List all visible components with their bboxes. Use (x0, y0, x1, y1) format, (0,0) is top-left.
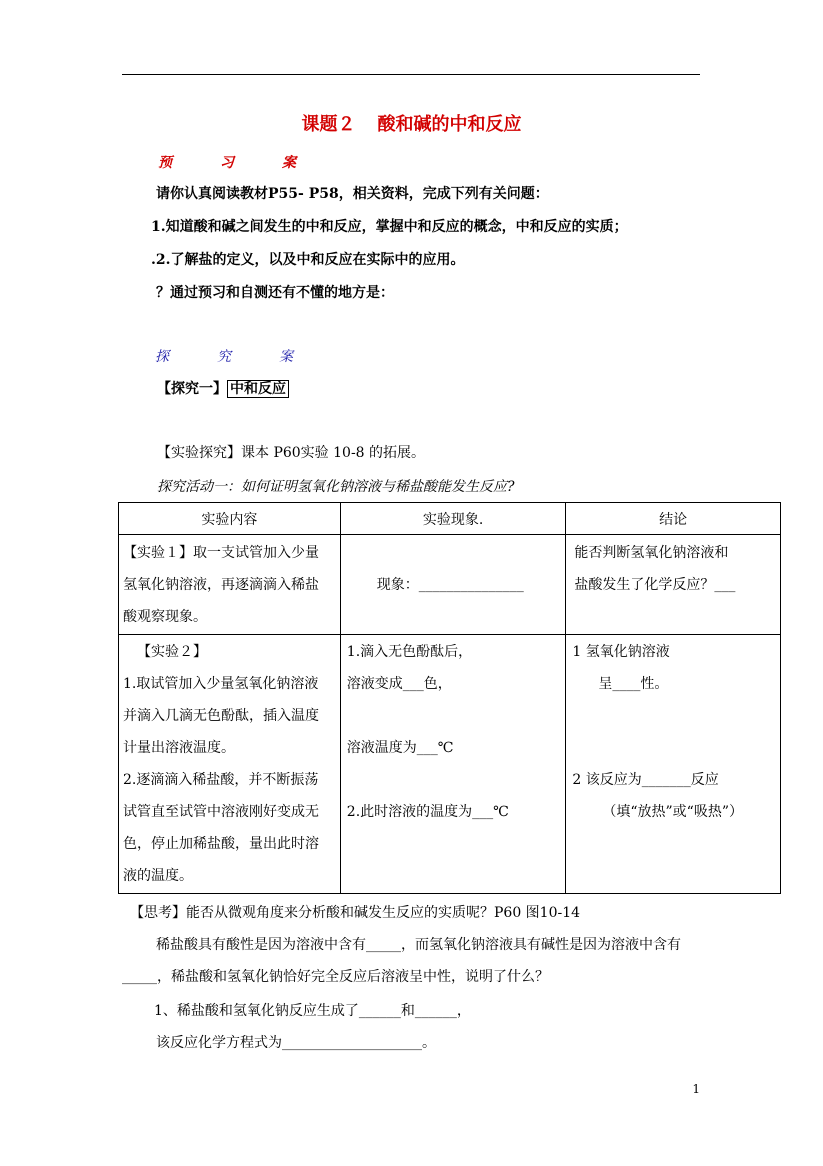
cell-line: 液的温度。 (123, 868, 193, 884)
cell-line: 色，停止加稀盐酸，量出此时溶 (123, 836, 319, 852)
cell-line: 2 该反应为_______反应 (572, 772, 719, 788)
preview-item-1: 1.知道酸和碱之间发生的中和反应，掌握中和反应的概念，中和反应的实质； (151, 219, 628, 235)
row2-content (119, 635, 341, 894)
thinking-line-2: 稀盐酸具有酸性是因为溶液中含有_____，而氢氧化钠溶液具有碱性是因为溶液中含有 (156, 937, 681, 953)
row1-phenomenon (340, 535, 566, 635)
header-phenomenon: 实验现象. (340, 503, 566, 535)
label-char: 究 (217, 349, 231, 365)
cell-line: 计量出溶液温度。 (123, 740, 235, 756)
title-text: 酸和碱的中和反应 (377, 114, 522, 135)
label-char: 预 (158, 155, 172, 171)
cell-line (347, 700, 566, 732)
experiment-line: 【实验探究】课本 P60实验 10-8 的拓展。 (157, 445, 426, 461)
table-row (119, 635, 781, 894)
cell-line: 现象：_______________ (376, 577, 524, 593)
row1-content (119, 535, 341, 635)
section-prefix: 【探究一】 (157, 381, 227, 397)
table-header-row (119, 503, 781, 535)
label-char: 习 (220, 155, 234, 171)
cell-line: 酸观察现象。 (123, 609, 207, 625)
thinking-line-1: 【思考】能否从微观角度来分析酸和碱发生反应的实质呢？P60 图10-14 (130, 905, 581, 921)
cell-line: 盐酸发生了化学反应？___ (574, 577, 736, 593)
label-char: 探 (155, 349, 169, 365)
thinking-question-1: 1、稀盐酸和氢氧化钠反应生成了______和______， (154, 1003, 471, 1019)
cell-line: 【实验１】取一支试管加入少量 (123, 545, 319, 561)
cell-line: 能否判断氢氧化钠溶液和 (574, 545, 729, 561)
cell-line: 2.此时溶液的温度为___℃ (346, 804, 509, 820)
section-title-box: 中和反应 (227, 380, 289, 398)
cell-line: 2.逐滴滴入稀盐酸，并不断振荡 (123, 772, 319, 788)
cell-line (572, 700, 780, 732)
cell-line: 【实验２】 (137, 644, 207, 660)
thinking-equation: 该反应化学方程式为____________________。 (156, 1035, 436, 1051)
cell-line (572, 732, 780, 764)
experiment-table (118, 502, 781, 894)
activity-question: 探究活动一：如何证明氢氧化钠溶液与稀盐酸能发生反应? (157, 479, 515, 495)
row2-conclusion (566, 635, 781, 894)
cell-line: 试管直至试管中溶液刚好变成无 (123, 804, 319, 820)
cell-line: 并滴入几滴无色酚酞，插入温度 (123, 708, 319, 724)
table-row (119, 535, 781, 635)
cell-line: 溶液温度为___℃ (346, 740, 454, 756)
page-number: 1 (692, 1082, 700, 1096)
cell-line: 溶液变成___色， (346, 676, 452, 692)
row2-phenomenon (340, 635, 566, 894)
inquiry-section-label (155, 346, 341, 366)
row1-conclusion (566, 535, 781, 635)
cell-line: 1.取试管加入少量氢氧化钠溶液 (123, 676, 319, 692)
preview-item-2: .2.了解盐的定义，以及中和反应在实际中的应用。 (151, 252, 465, 268)
cell-line: 呈____性。 (598, 676, 669, 692)
preview-intro: 请你认真阅读教材P55- P58，相关资料，完成下列有关问题： (156, 186, 549, 202)
label-char: 案 (282, 155, 296, 171)
thinking-line-3: _____，稀盐酸和氢氧化钠恰好完全反应后溶液呈中性，说明了什么？ (122, 969, 549, 985)
cell-line: 氢氧化钠溶液，再逐滴滴入稀盐 (123, 577, 319, 593)
cell-line (347, 764, 566, 796)
header-conclusion: 结论 (566, 503, 781, 535)
preview-item-3: ？通过预习和自测还有不懂的地方是： (156, 285, 394, 301)
cell-line: 1.滴入无色酚酞后， (346, 644, 473, 660)
cell-line: （填“放热”或“吸热”） (602, 804, 743, 820)
header-rule (122, 74, 700, 75)
title-topic: 课题２ (301, 114, 356, 135)
label-char: 案 (279, 349, 293, 365)
preview-section-label (158, 152, 344, 172)
page-title (0, 110, 823, 136)
cell-line: 1 氢氧化钠溶液 (572, 644, 670, 660)
header-content: 实验内容 (119, 503, 341, 535)
inquiry-section-heading (157, 378, 289, 398)
